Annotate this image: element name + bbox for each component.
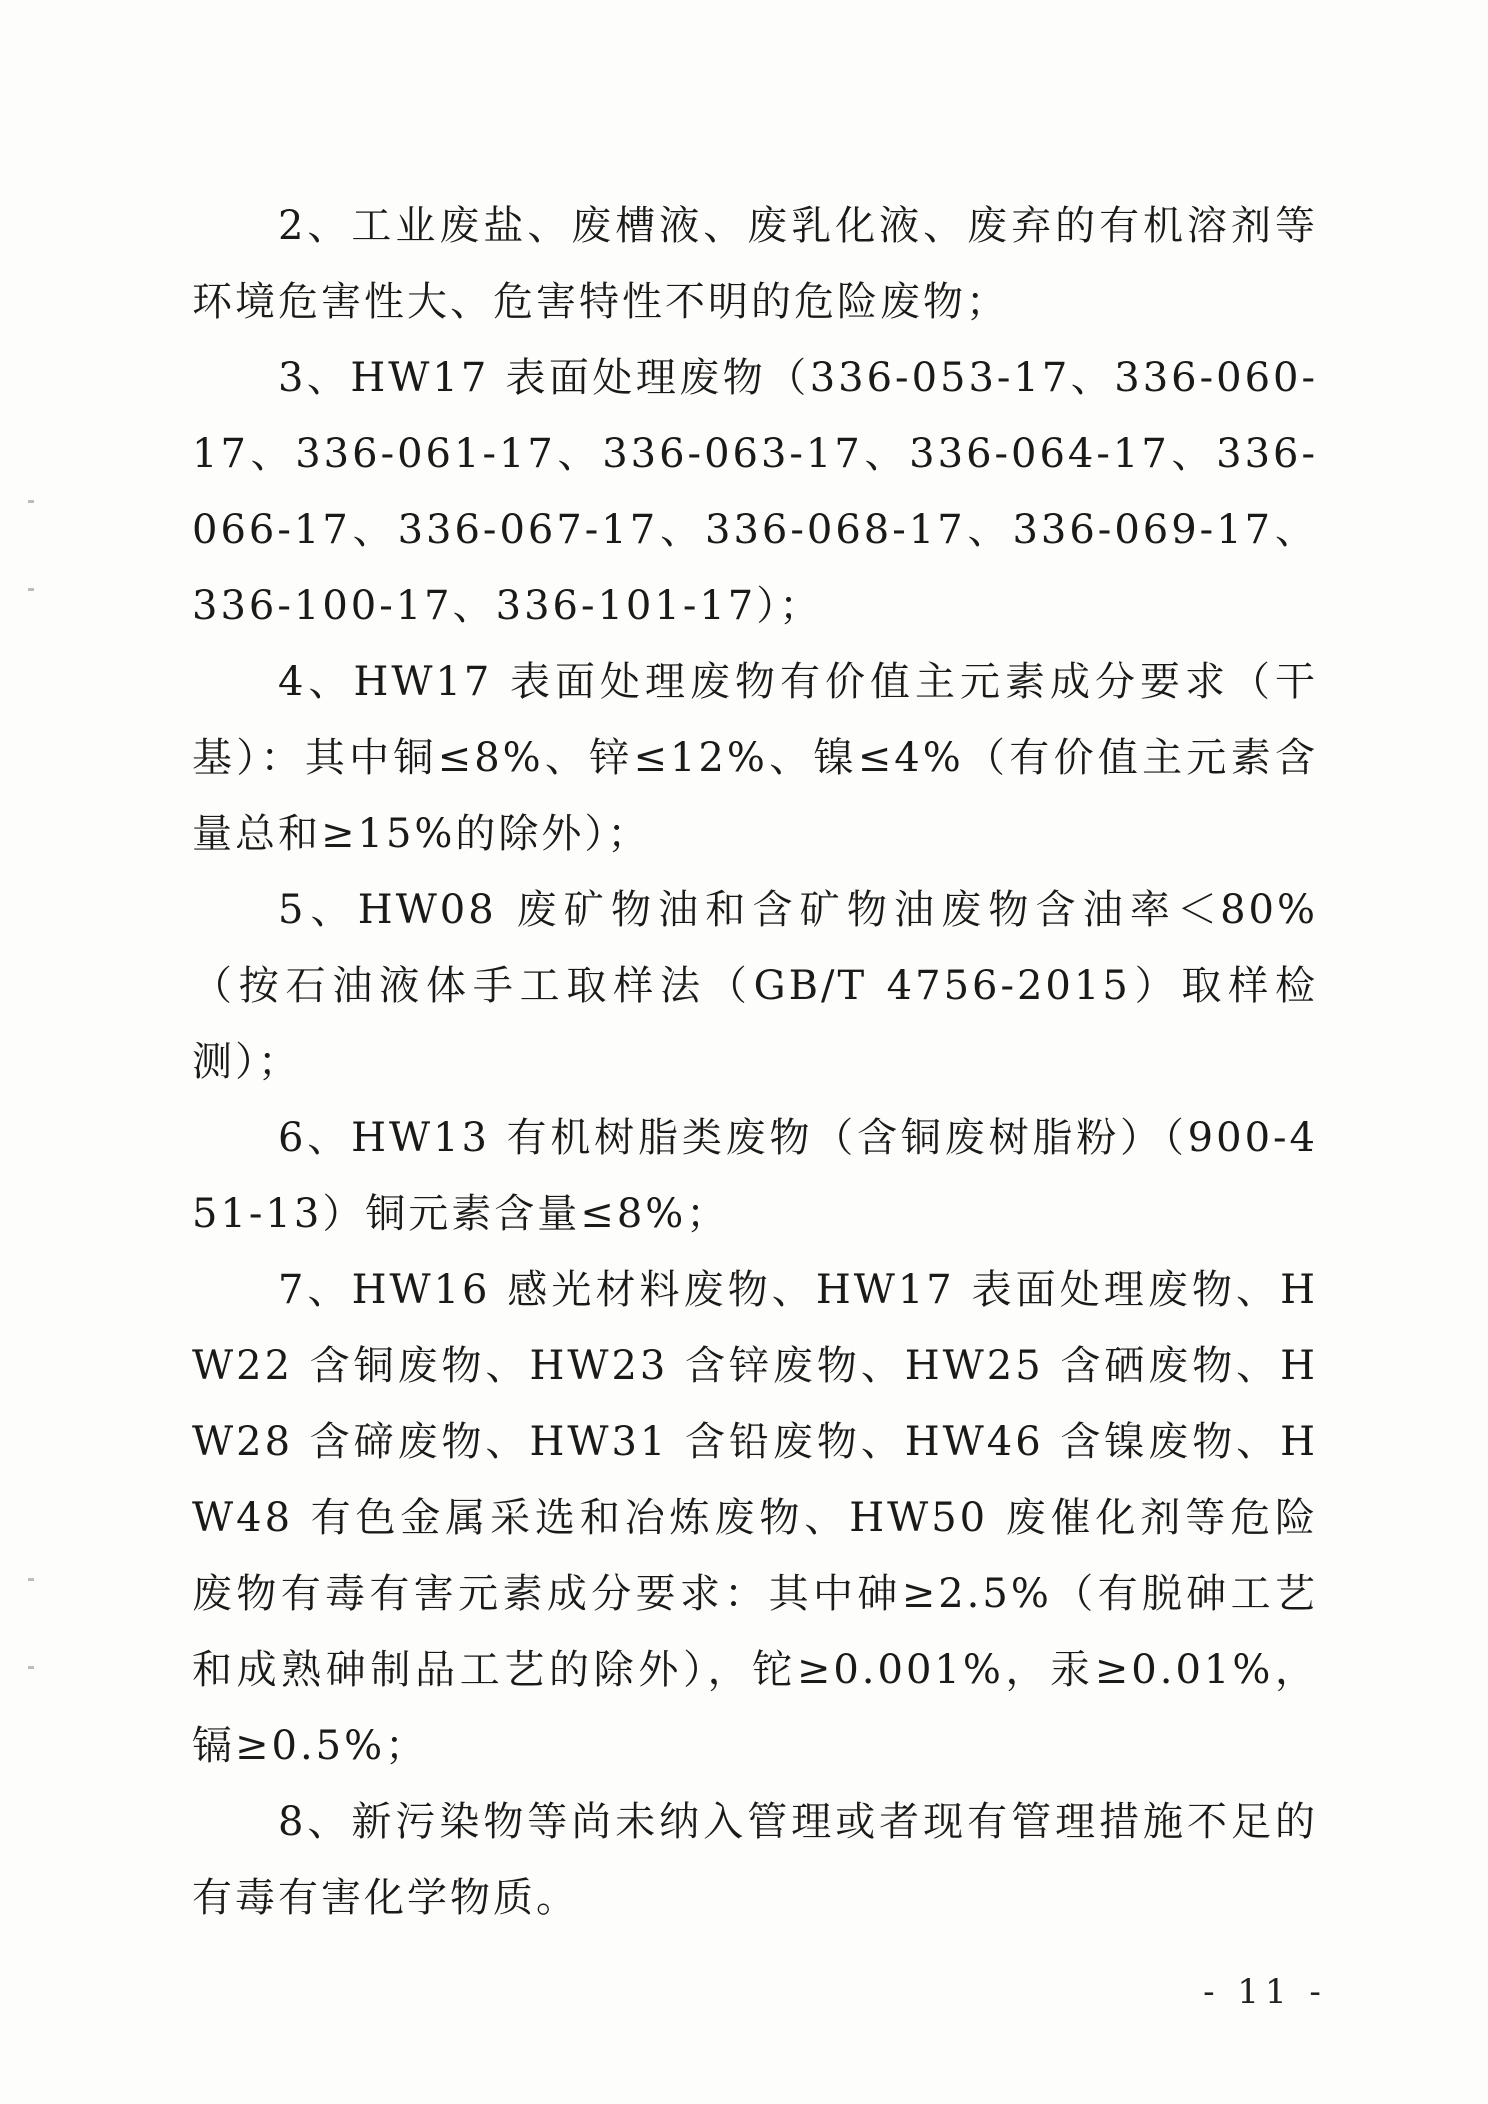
document-body — [192, 188, 1318, 1936]
scan-mark — [28, 500, 34, 503]
paragraph-item-6: 6、HW13 有机树脂类废物（含铜废树脂粉）（900-451-13）铜元素含量≤8%； — [192, 1115, 1318, 1237]
paragraph-item-5: 5、HW08 废矿物油和含矿物油废物含油率＜80%（按石油液体手工取样法（GB/T 4756-2015）取样检测）； — [192, 887, 1318, 1085]
scan-mark — [28, 588, 34, 591]
paragraph-item-8: 8、新污染物等尚未纳入管理或者现有管理措施不足的有毒有害化学物质。 — [192, 1799, 1318, 1921]
paragraph-item-3: 3、HW17 表面处理废物（336-053-17、336-060-17、336-061-17、336-063-17、336-064-17、336-066-17、336-067-17、336-068-17、336-069-17、336-100-17、336-101-17）； — [192, 355, 1318, 629]
paragraph-item-4: 4、HW17 表面处理废物有价值主元素成分要求（干基）：其中铜≤8%、锌≤12%、镍≤4%（有价值主元素含量总和≥15%的除外）； — [192, 659, 1318, 857]
paragraph-item-7: 7、HW16 感光材料废物、HW17 表面处理废物、HW22 含铜废物、HW23 含锌废物、HW25 含硒废物、HW28 含碲废物、HW31 含铅废物、HW46 含镍废物、HW48 有色金属采选和冶炼废物、HW50 废催化剂等危险废物有毒有害元素成分要求：其中砷≥2.5%（有脱砷工艺和成熟砷制品工艺的除外），铊≥0.001%，汞≥0.01%，镉≥0.5%； — [192, 1267, 1318, 1769]
paragraph-item-2: 2、工业废盐、废槽液、废乳化液、废弃的有机溶剂等环境危害性大、危害特性不明的危险废物； — [192, 203, 1318, 325]
scan-mark — [28, 1666, 34, 1669]
scan-mark — [28, 1578, 34, 1581]
page-number: - 11 - — [1203, 1972, 1327, 2012]
